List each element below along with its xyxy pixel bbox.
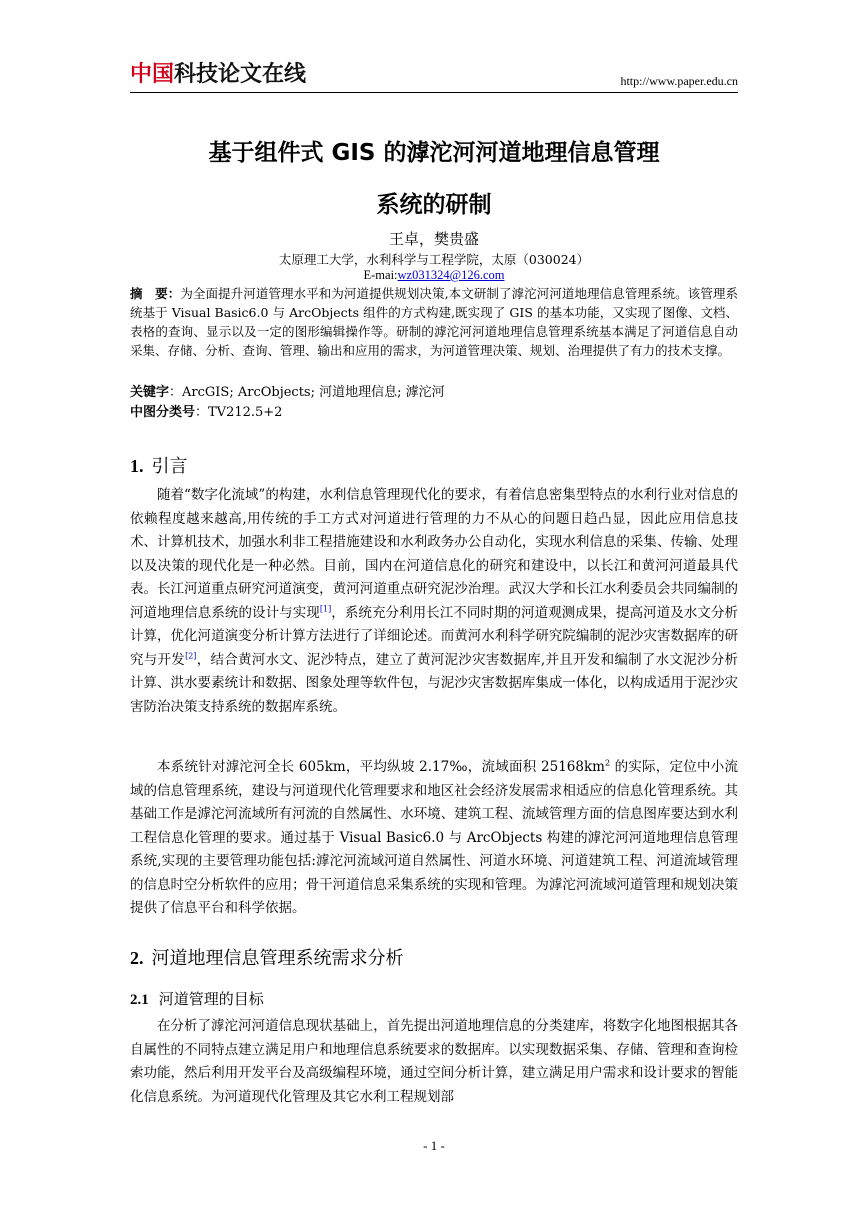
section1-paragraph2 <box>130 756 738 921</box>
site-url[interactable]: http://www.paper.edu.cn <box>620 74 738 88</box>
abstract-text: 为全面提升河道管理水平和为河道提供规划决策,本文研制了滹沱河河道地理信息管理系统。该管理系统基于 Visual Basic6.0 与 ArcObjects 组件的方式构建,既实现了 GIS 的基本功能，又实现了图像、文档、表格的查询、显示以及一定的图形编辑操作等。研制的滹沱河河道地理信息管理系统基本满足了河道信息自动采集、存储、分析、查询、管理、输出和应用的需求，为河道管理决策、规划、治理提供了有力的技术支撑。 <box>130 286 738 358</box>
logo-red-text: 中国 <box>130 62 175 87</box>
keywords-label: 关键字 <box>130 385 170 400</box>
subsection21-heading <box>130 988 738 1009</box>
citation-ref-2[interactable]: [2] <box>185 651 197 660</box>
classification-text: ：TV212.5+2 <box>195 405 283 420</box>
section1-paragraph1 <box>130 484 738 719</box>
s1p1-text-a: 随着“数字化流域”的构建，水利信息管理现代化的要求，有着信息密集型特点的水利行业对信息的依赖程度越来越高,用传统的手工方式对河道进行管理的力不从心的问题日趋凸显，因此应用信息技术、计算机技术，加强水利非工程措施建设和水利政务办公自动化，实现水利信息的采集、传输、处理以及决策的现代化是一种必然。目前，国内在河道信息化的研究和建设中，以长江和黄河河道最具代表。长江河道重点研究河道演变，黄河河道重点研究泥沙治理。武汉大学和长江水利委员会共同编制的河道地理信息系统的设计与实现 <box>130 487 738 621</box>
section1-heading <box>130 452 738 478</box>
s1p1-text-b: ，系统充分利用长江不同时期的河道观测成果，提高河道及水文分析计算，优化河道演变分析计算方法进行了详细论述。而黄河水利科学研究院编制的泥沙灾害数据库的研究与开发 <box>130 604 739 668</box>
s1p2-text-b: 的实际，定位中小流域的信息管理系统，建设与河道现代化管理要求和地区社会经济发展需求相适应的信息化管理系统。其基础工作是滹沱河流域所有河流的自然属性、水环境、建筑工程、流域管理方面的信息图库要达到水利工程信息化管理的要求。通过基于 Visual Basic6.0 与 ArcObjects 构建的滹沱河河道地理信息管理系统,实现的主要管理功能包括:滹沱河流域河道自然属性、河道水环境、河道建筑工程、河道流域管理的信息时空分析软件的应用；骨干河道信息采集系统的实现和管理。为滹沱河流域河道管理和规划决策提供了信息平台和科学依据。 <box>130 759 738 916</box>
section2-number: 2. <box>130 948 144 968</box>
page-number: - 1 - <box>423 1138 445 1153</box>
paper-title-line2: 系统的研制 <box>376 192 492 218</box>
s1p2-text-a: 本系统针对滹沱河全长 605km，平均纵坡 2.17‰，流域面积 25168km <box>157 759 605 775</box>
abstract-label: 摘 要： <box>130 286 181 301</box>
email-prefix: E-mai: <box>363 268 398 282</box>
citation-ref-1[interactable]: [1] <box>319 604 332 613</box>
email-link[interactable]: wz031324@126.com <box>397 268 505 282</box>
affiliation: 太原理工大学，水利科学与工程学院，太原（030024） <box>278 252 590 267</box>
keywords-text: ：ArcGIS; ArcObjects; 河道地理信息; 滹沱河 <box>169 385 445 400</box>
paper-title-line1: 基于组件式 GIS 的滹沱河河道地理信息管理 <box>208 140 660 166</box>
abstract <box>130 284 738 360</box>
site-logo[interactable] <box>130 62 306 88</box>
superscript-2: 2 <box>604 758 611 768</box>
logo-black-text: 科技论文在线 <box>174 62 307 87</box>
section1-number: 1. <box>130 456 144 476</box>
section1-title: 引言 <box>151 456 188 477</box>
s1p1-text-c: ，结合黄河水文、泥沙特点，建立了黄河泥沙灾害数据库,并且开发和编制了水文泥沙分析计算、洪水要素统计和数据、图象处理等软件包，与泥沙灾害数据库集成一体化，以构成适用于泥沙灾害防治决策支持系统的数据库系统。 <box>130 651 738 715</box>
section2-heading <box>130 944 738 970</box>
email-line <box>130 268 738 283</box>
subsection21-number: 2.1 <box>130 992 149 1008</box>
classification <box>130 403 738 422</box>
keywords <box>130 383 738 402</box>
subsection21-title: 河道管理的目标 <box>158 990 264 1008</box>
authors: 王卓，樊贵盛 <box>388 230 479 248</box>
page-header <box>130 62 738 93</box>
classification-label: 中图分类号 <box>130 405 196 420</box>
section21-paragraph1: 在分析了滹沱河河道信息现状基础上，首先提出河道地理信息的分类建库，将数字化地图根据其各自属性的不同特点建立满足用户和地理信息系统要求的数据库。以实现数据采集、存储、管理和查询检索功能，然后利用开发平台及高级编程环境，通过空间分析计算，建立满足用户需求和设计要求的智能化信息系统。为河道现代化管理及其它水利工程规划部 <box>130 1018 738 1105</box>
section2-title: 河道地理信息管理系统需求分析 <box>151 948 404 969</box>
